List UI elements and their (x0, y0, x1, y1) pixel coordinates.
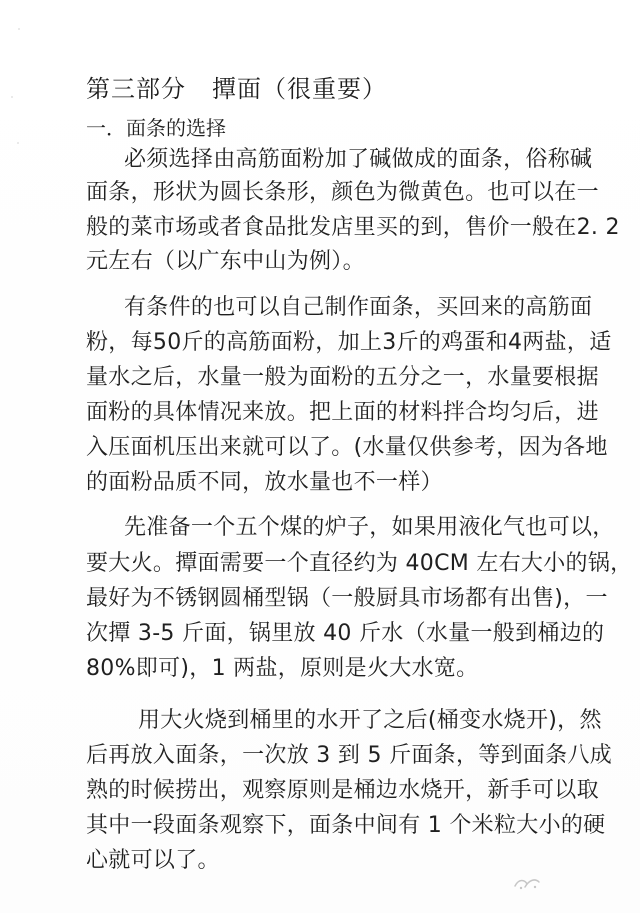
body-line: 元左右（以广东中山为例）。 (86, 249, 365, 274)
body-line: 后再放入面条，一次放 3 到 5 斤面条，等到面条八成 (86, 743, 613, 768)
body-line: 其中一段面条观察下，面条中间有 1 个米粒大小的硬 (86, 813, 606, 838)
scan-dot (11, 96, 13, 98)
body-line: 面条，形状为圆长条形，颜色为微黄色。也可以在一 (86, 180, 599, 205)
body-line: 入压面机压出来就可以了。(水量仅供参考，因为各地 (86, 435, 608, 460)
body-line: 的面粉品质不同，放水量也不一样） (86, 470, 443, 495)
body-line: 熟的时候捞出，观察原则是桶边水烧开，新手可以取 (86, 778, 599, 803)
body-line: 量水之后，水量一般为面粉的五分之一，水量要根据 (86, 365, 599, 390)
body-line: 次撢 3-5 斤面，锅里放 40 斤水（水量一般到桶边的 (86, 621, 605, 646)
body-line: 用大火烧到桶里的水开了之后(桶变水烧开)，然 (138, 708, 602, 733)
body-line: 要大火。撢面需要一个直径约为 40CM 左右大小的锅， (86, 551, 633, 576)
decorative-stamp-icon (511, 870, 543, 894)
page-title (86, 71, 387, 107)
body-line: 粉，每50斤的高筋面粉，加上3斤的鸡蛋和4两盐，适 (86, 330, 612, 355)
scan-dot (17, 142, 19, 144)
body-line: 面粉的具体情况来放。把上面的材料拌合均匀后，进 (86, 400, 599, 425)
section-heading: 一．面条的选择 (86, 116, 226, 140)
body-line: 必须选择由高筋面粉加了碱做成的面条，俗称碱 (124, 147, 593, 172)
scan-dot (18, 28, 20, 30)
body-line: 先准备一个五个煤的炉子，如果用液化气也可以， (124, 515, 615, 540)
title-part: 第三部分 (86, 75, 186, 103)
body-line: 般的菜市场或者食品批发店里买的到，售价一般在2. 2 (86, 215, 620, 240)
body-line: 最好为不锈钢圆桶型锅（一般厨具市场都有出售)，一 (86, 586, 608, 611)
body-line: 心就可以了。 (86, 848, 220, 873)
body-line: 80%即可)，1 两盐，原则是火大水宽。 (86, 656, 479, 681)
body-line: 有条件的也可以自己制作面条，买回来的高筋面 (124, 295, 593, 320)
title-text: 撢面（很重要） (212, 75, 387, 103)
